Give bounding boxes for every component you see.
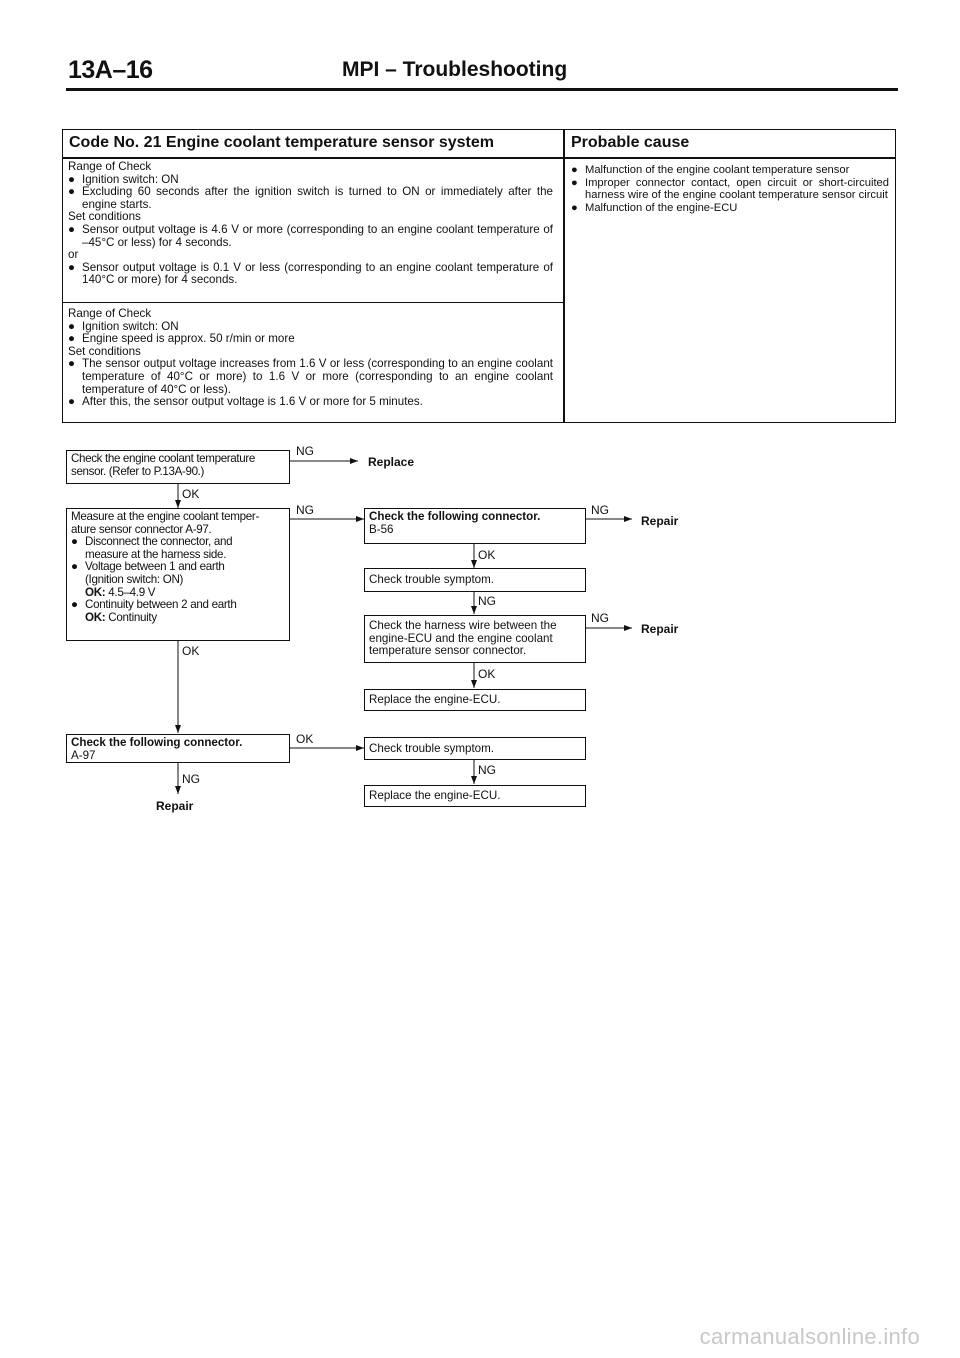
- repair-label: Repair: [156, 799, 194, 813]
- list-item: ● Ignition switch: ON: [68, 172, 179, 186]
- list-item: ● Sensor output voltage is 0.1 V or less (corresponding to an engine coolant temperature of 140°C or more) for 4 seconds.: [68, 260, 553, 287]
- list-item: ● Ignition switch: ON: [68, 319, 179, 333]
- ok-label: OK: [182, 487, 200, 501]
- page-number: 13A–16: [68, 56, 153, 84]
- probable-cause-header: Probable cause: [571, 134, 690, 151]
- check-connector-b56-box: Check the following connector. B-56: [364, 508, 586, 544]
- range-label: Range of Check: [68, 160, 152, 173]
- set-label: Set conditions: [68, 210, 141, 224]
- range-label: Range of Check: [68, 307, 152, 320]
- check-connector-a97-box: Check the following connector. A-97: [66, 734, 290, 763]
- check-harness-wire-box: Check the harness wire between the engine-ECU and the engine coolant temperature sensor connector.: [364, 615, 586, 663]
- set-label: Set conditions: [68, 344, 141, 358]
- check-trouble-symptom-box: Check trouble symptom.: [364, 568, 586, 592]
- replace-label: Replace: [368, 455, 415, 469]
- replace-ecu-box: Replace the engine-ECU.: [364, 689, 586, 711]
- ng-label: NG: [296, 444, 314, 458]
- check-trouble-symptom-box-2: Check trouble symptom.: [364, 737, 586, 760]
- list-item: ● Excluding 60 seconds after the ignition switch is turned to ON or immediately after the engine starts.: [68, 185, 553, 211]
- ng-label: NG: [182, 772, 200, 786]
- code-header: Code No. 21 Engine coolant temperature sensor system: [69, 134, 495, 151]
- list-item: ● The sensor output voltage increases from 1.6 V or less (corresponding to an engine coolant temperature of 40°C or more) to 1.6 V or more (corresponding to an engine coolant temperature of 40°C or less).: [68, 357, 553, 396]
- ng-label: NG: [296, 503, 314, 517]
- list-item: ● Improper connector contact, open circuit or short-circuited harness wire of the engine coolant temperature sensor circuit: [571, 176, 889, 202]
- ok-label: OK: [182, 644, 200, 658]
- list-item: ● Engine speed is approx. 50 r/min or more: [68, 332, 295, 346]
- measure-connector-box: Measure at the engine coolant temper- ature sensor connector A-97. ● Disconnect the connector, and measure at the harness side. ● Voltage between 1 and earth (Ignition switch: ON) OK: 4.5–4.9 V ● Continuity between 2 and earth OK: Continuity: [66, 508, 290, 641]
- ng-label: NG: [591, 611, 609, 625]
- check-sensor-box: Check the engine coolant temperature sensor. (Refer to P.13A-90.): [66, 450, 290, 484]
- or-label: or: [68, 248, 79, 262]
- ng-label: NG: [591, 503, 609, 517]
- ng-label: NG: [478, 594, 496, 608]
- list-item: ● Sensor output voltage is 4.6 V or more (corresponding to an engine coolant temperature of –45°C or less) for 4 seconds.: [68, 222, 553, 249]
- watermark: carmanualsonline.info: [699, 1324, 920, 1349]
- ok-label: OK: [478, 548, 496, 562]
- ng-label: NG: [478, 763, 496, 777]
- list-item: ● After this, the sensor output voltage is 1.6 V or more for 5 minutes.: [68, 395, 423, 409]
- list-item: ● Malfunction of the engine coolant temperature sensor: [571, 164, 850, 176]
- ok-label: OK: [478, 667, 496, 681]
- ok-label: OK: [296, 732, 314, 746]
- replace-ecu-box-2: Replace the engine-ECU.: [364, 785, 586, 807]
- repair-label: Repair: [641, 514, 679, 528]
- page-title: MPI – Troubleshooting: [342, 58, 568, 81]
- list-item: ● Malfunction of the engine-ECU: [571, 201, 738, 214]
- repair-label: Repair: [641, 622, 679, 636]
